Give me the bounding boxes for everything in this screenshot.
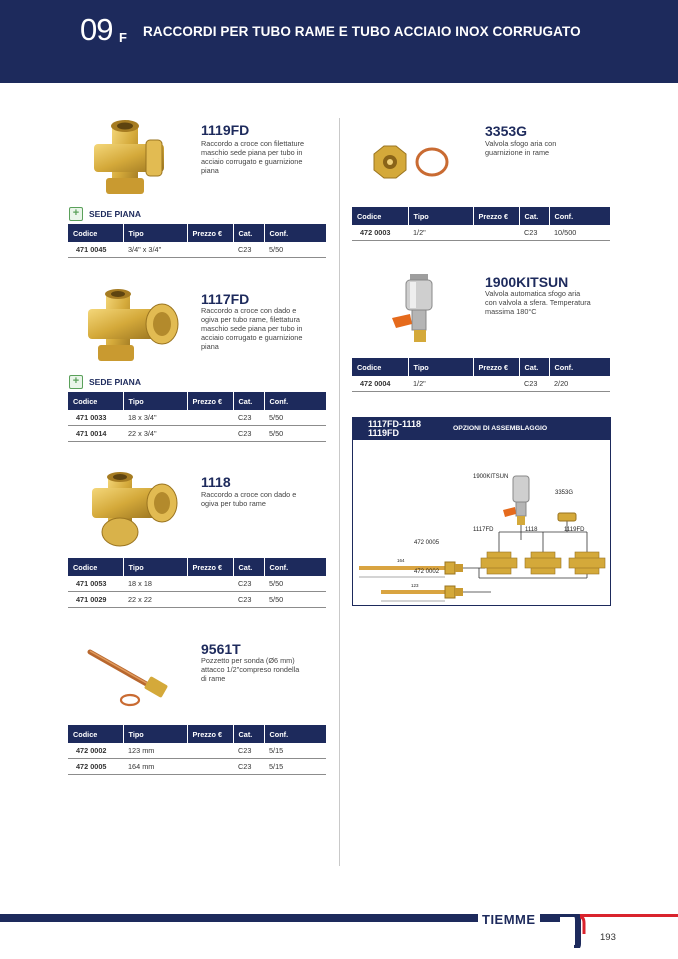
spec-table-1119fd: [68, 224, 326, 258]
assembly-diagram: [353, 440, 610, 605]
label-1119fd: 1119FD: [564, 527, 585, 533]
col-cat: Cat.: [233, 224, 264, 242]
spec-table-9561t: Codice Tipo Prezzo € Cat. Conf. 472 0002 123 mm C23 5/15 472 0005 164 mm C23 5/15: [68, 725, 326, 775]
chapter-number: 09: [80, 12, 113, 47]
assembly-title: OPZIONI DI ASSEMBLAGGIO: [453, 425, 548, 432]
product-code-9561t: 9561T: [201, 641, 241, 657]
table-row: 471 0033 18 x 3/4" C23 5/50: [68, 410, 326, 426]
footer-bar: [0, 914, 560, 922]
col-conf: Conf.: [264, 224, 326, 242]
chapter-letter: F: [119, 30, 127, 45]
label-3353g: 3353G: [555, 490, 574, 496]
cross-fitting-1119fd-image: [84, 118, 174, 200]
product-code-1119fd: 1119FD: [201, 122, 250, 138]
product-desc-1119fd: Raccordo a croce con filettature maschio sede piana per tubo in acciaio corrugato e guarnizione piana: [201, 139, 305, 175]
product-desc-9561t: Pozzetto per sonda (Ø6 mm) attacco 1/2"compreso rondella di rame: [201, 656, 300, 683]
auto-air-vent-1900kitsun-image: [390, 272, 450, 344]
brand-logo: TIEMME: [478, 912, 540, 928]
product-code-1117fd: 1117FD: [201, 291, 250, 307]
table-row: 472 0004 1/2" C23 2/20: [352, 376, 610, 392]
dimension-164: 164: [397, 558, 405, 563]
product-desc-1118: Raccordo a croce con dado e ogiva per tubo rame: [201, 490, 297, 508]
sede-piana-label: + SEDE PIANA: [69, 375, 141, 389]
column-divider: [339, 118, 340, 866]
plus-icon: +: [69, 207, 83, 221]
table-row: 472 0003 1/2" C23 10/500: [352, 225, 610, 241]
sede-piana-label: + SEDE PIANA: [69, 207, 141, 221]
table-row: 472 0002 123 mm C23 5/15: [68, 743, 326, 759]
label-1117fd: 1117FD: [473, 527, 494, 533]
product-code-1900kitsun: 1900KITSUN: [485, 274, 569, 290]
label-472-0002: 472 0002: [414, 569, 440, 575]
cross-fitting-1117fd-image: [82, 287, 182, 367]
chapter-title: RACCORDI PER TUBO RAME E TUBO ACCIAIO INOX CORRUGATO: [143, 24, 581, 39]
assembly-options-box: [352, 417, 611, 606]
product-code-3353g: 3353G: [485, 123, 528, 139]
plus-icon: +: [69, 375, 83, 389]
cross-fitting-1118-image: [88, 470, 180, 548]
product-desc-3353g: Valvola sfogo aria con guarnizione in rame: [485, 139, 557, 157]
page-header: [0, 0, 678, 83]
product-desc-1117fd: Raccordo a croce con dado e ogiva per tubo rame, filettatura maschio sede piana per tubo in acciaio corrugato e guarnizione piana: [201, 306, 303, 351]
product-code-1118: 1118: [201, 474, 231, 490]
brand-swoosh-icon: [558, 914, 588, 948]
table-row: 472 0005 164 mm C23 5/15: [68, 759, 326, 775]
spec-table-1117fd: Codice Tipo Prezzo € Cat. Conf. 471 0033 18 x 3/4" C23 5/50 471 0014 22 x 3/4" C23 5/50: [68, 392, 326, 442]
label-472-0005: 472 0005: [414, 540, 440, 546]
label-1118: 1118: [525, 527, 538, 533]
table-row: 471 0053 18 x 18 C23 5/50: [68, 576, 326, 592]
table-row: 471 0045 3/4" x 3/4" C23 5/50: [68, 242, 326, 258]
table-row: 471 0014 22 x 3/4" C23 5/50: [68, 426, 326, 442]
spec-table-3353g: Codice Tipo Prezzo € Cat. Conf. 472 0003 1/2" C23 10/500: [352, 207, 610, 241]
sensor-well-9561t-image: [86, 646, 174, 708]
assembly-codes: 1117FD-1118 1119FD: [368, 419, 422, 438]
spec-table-1900kitsun: Codice Tipo Prezzo € Cat. Conf. 472 0004 1/2" C23 2/20: [352, 358, 610, 392]
col-tipo: Tipo: [123, 224, 187, 242]
page-number: 193: [600, 932, 616, 943]
table-row: 471 0029 22 x 22 C23 5/50: [68, 592, 326, 608]
dimension-123: 123: [411, 583, 419, 588]
label-1900kitsun: 1900KITSUN: [473, 474, 509, 480]
air-vent-3353g-image: [368, 140, 456, 182]
col-codice: Codice: [68, 224, 123, 242]
col-prezzo: Prezzo €: [187, 224, 233, 242]
spec-table-1118: Codice Tipo Prezzo € Cat. Conf. 471 0053 18 x 18 C23 5/50 471 0029 22 x 22 C23 5/50: [68, 558, 326, 608]
product-desc-1900kitsun: Valvola automatica sfogo aria con valvola a sfera. Temperatura massima 180°C: [485, 289, 591, 316]
assembly-header: [353, 418, 610, 440]
